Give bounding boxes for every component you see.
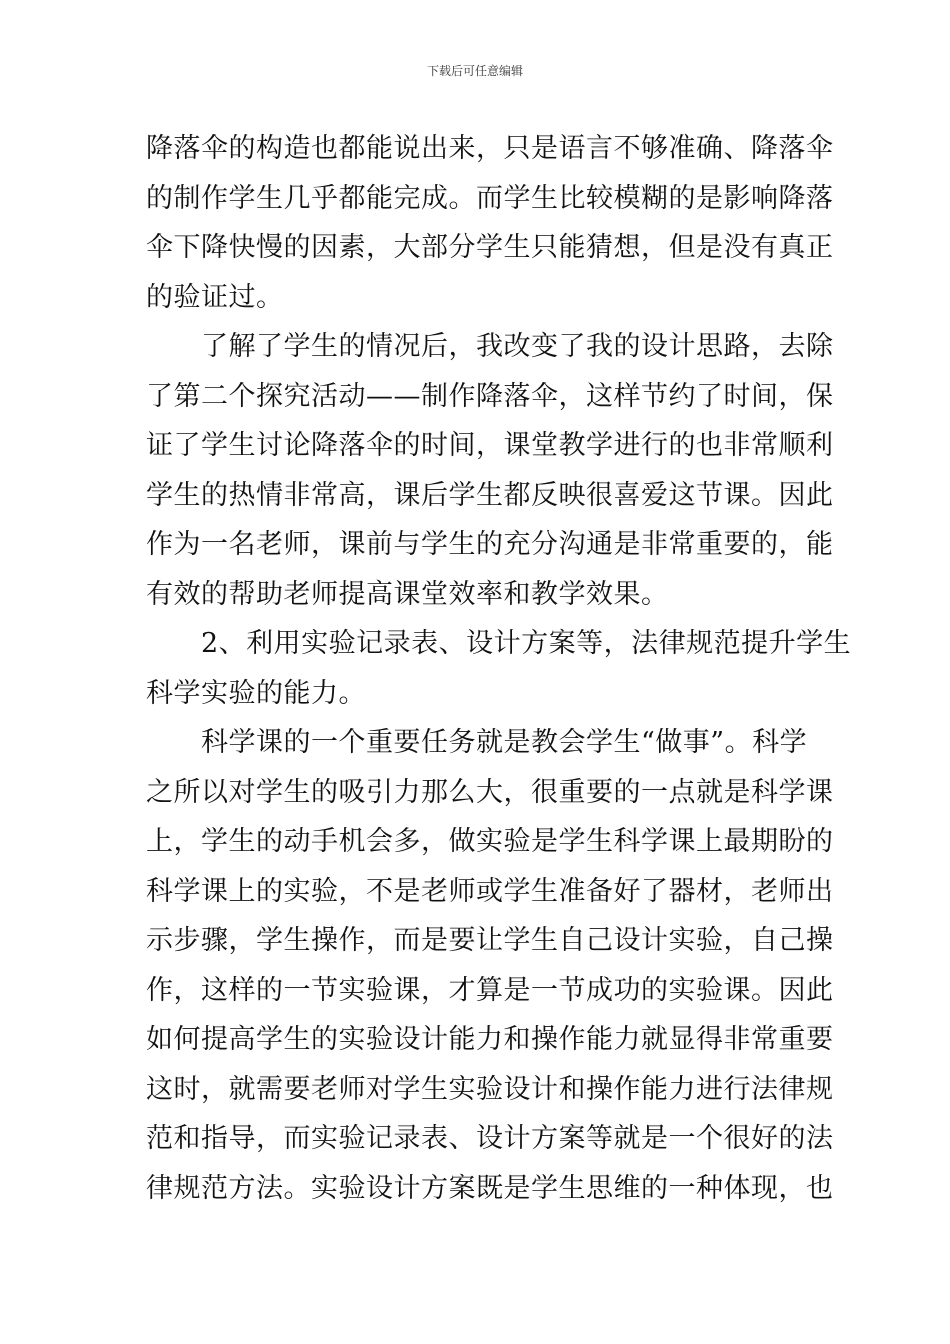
text-line: 科学课上的实验，不是老师或学生准备好了器材，老师出 — [146, 875, 834, 907]
text-line: 上，学生的动手机会多，做实验是学生科学课上最期盼的 — [146, 826, 834, 857]
text-line: 之所以对学生的吸引力那么大，很重要的一点就是科学课 — [146, 776, 834, 808]
text-line: 科学课的一个重要任务就是教会学生“做事”。科学 — [146, 727, 808, 758]
page-header: 下载后可任意编辑 — [426, 64, 523, 78]
text-line: 2、利用实验记录表、设计方案等，法律规范提升学生 — [146, 628, 852, 659]
text-line: 范和指导，而实验记录表、设计方案等就是一个很好的法 — [146, 1123, 834, 1154]
text-line: 如何提高学生的实验设计能力和操作能力就显得非常重要 — [146, 1024, 834, 1055]
text-line: 示步骤，学生操作，而是要让学生自己设计实验，自己操 — [146, 925, 834, 956]
text-line: 伞下降快慢的因素，大部分学生只能猜想，但是没有真正 — [146, 232, 834, 263]
body-text — [146, 124, 852, 1213]
text-line: 了解了学生的情况后，我改变了我的设计思路，去除 — [146, 331, 834, 362]
text-line: 了第二个探究活动——制作降落伞，这样节约了时间，保 — [146, 380, 834, 412]
text-line: 律规范方法。实验设计方案既是学生思维的一种体现，也 — [146, 1172, 834, 1204]
text-line: 的验证过。 — [146, 281, 284, 313]
text-line: 降落伞的构造也都能说出来，只是语言不够准确、降落伞 — [146, 133, 834, 164]
text-line: 证了学生讨论降落伞的时间，课堂教学进行的也非常顺利 — [146, 430, 834, 461]
text-line: 科学实验的能力。 — [146, 677, 366, 709]
text-line: 作，这样的一节实验课，才算是一节成功的实验课。因此 — [146, 974, 834, 1006]
text-line: 有效的帮助老师提高课堂效率和教学效果。 — [146, 578, 669, 610]
text-line: 这时，就需要老师对学生实验设计和操作能力进行法律规 — [146, 1073, 834, 1105]
text-line: 作为一名老师，课前与学生的充分沟通是非常重要的，能 — [146, 529, 834, 560]
text-line: 的制作学生几乎都能完成。而学生比较模糊的是影响降落 — [146, 182, 834, 214]
text-line: 学生的热情非常高，课后学生都反映很喜爱这节课。因此 — [146, 479, 834, 511]
